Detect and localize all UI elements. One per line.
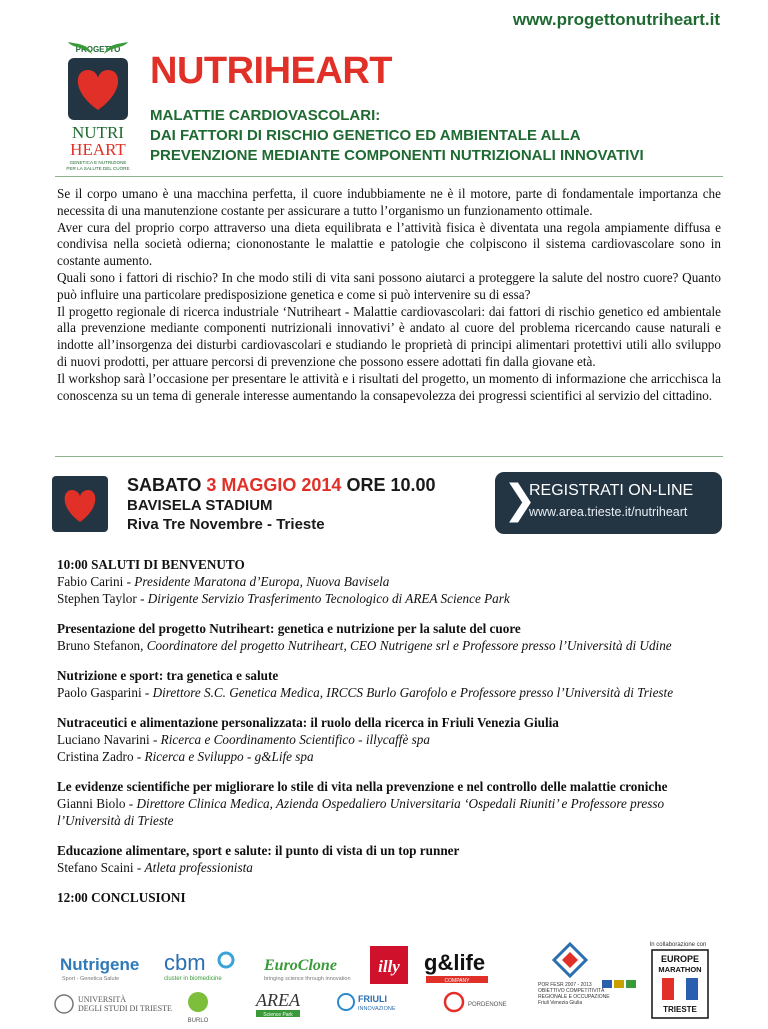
session-title: Le evidenze scientifiche per migliorare lo stile di vita nella prevenzione e nel controllo delle malattie croniche (57, 779, 668, 794)
speaker-name: Luciano Navarini - (57, 732, 161, 747)
svg-text:TRIESTE: TRIESTE (663, 1005, 697, 1014)
program-session (57, 620, 727, 654)
event-address: Riva Tre Novembre - Trieste (127, 516, 325, 533)
svg-text:PORDENONE: PORDENONE (468, 1002, 507, 1008)
program (57, 556, 727, 906)
svg-text:OBIETTIVO COMPETITIVITÀ: OBIETTIVO COMPETITIVITÀ (538, 988, 605, 994)
svg-text:AREA: AREA (256, 990, 300, 1010)
logo-tagline-line1: GENETICA E NUTRIZIONE (69, 160, 127, 165)
speaker-name: Bruno Stefanon, (57, 638, 147, 653)
program-closing: 12:00 CONCLUSIONI (57, 890, 186, 905)
svg-text:UNIVERSITÀ: UNIVERSITÀ (78, 995, 126, 1004)
subtitle-line: PREVENZIONE MEDIANTE COMPONENTI NUTRIZIONALI INNOVATIVI (150, 147, 644, 164)
speaker (57, 590, 727, 607)
event-datetime (127, 474, 436, 496)
event-info (127, 474, 436, 534)
program-session (57, 714, 727, 765)
speaker (57, 731, 727, 748)
illy-logo (370, 946, 408, 984)
speaker (57, 684, 727, 701)
speaker-name: Paolo Gasparini - (57, 685, 153, 700)
program-opening (57, 556, 727, 607)
sponsor-logos (50, 940, 730, 1024)
register-url[interactable]: www.area.trieste.it/nutriheart (529, 505, 688, 519)
speaker (57, 573, 727, 590)
svg-text:BURLO: BURLO (187, 1018, 209, 1024)
speaker-name: Stefano Scaini - (57, 860, 145, 875)
chevron-right-icon: ❯ (503, 477, 537, 523)
session-title: Educazione alimentare, sport e salute: il punto di vista di un top runner (57, 843, 460, 858)
svg-text:bringing science through innov: bringing science through innovation (264, 976, 351, 982)
glife-logo (424, 950, 488, 984)
svg-text:cluster in biomedicine: cluster in biomedicine (164, 976, 222, 982)
speaker-name: Gianni Biolo - (57, 796, 137, 811)
program-session (57, 842, 727, 876)
svg-text:FRIULI: FRIULI (358, 994, 387, 1004)
cbm-circle-icon (219, 953, 233, 967)
svg-text:illy: illy (378, 957, 400, 976)
sponsor-strip (50, 940, 730, 1024)
event-date: 3 MAGGIO 2014 (206, 475, 342, 495)
event-venue: BAVISELA STADIUM (127, 497, 273, 514)
svg-text:MARATHON: MARATHON (658, 965, 702, 974)
speaker-role: Atleta professionista (144, 860, 253, 875)
svg-text:REGIONALE E OCCUPAZIONE: REGIONALE E OCCUPAZIONE (538, 994, 610, 1000)
svg-text:EuroClone: EuroClone (264, 957, 337, 974)
intro-paragraph: Il workshop sarà l’occasione per presentare le attività e i risultati del progetto, un momento di informazione che arricchisca la conoscenza su un tema di generale interesse aumentando la consapevolezza dei progressi scientifici al servizio del cittadino. (57, 370, 721, 403)
session-title: Presentazione del progetto Nutriheart: genetica e nutrizione per la salute del cuore (57, 621, 521, 636)
svg-text:EUROPE: EUROPE (660, 954, 700, 964)
session-title: Nutraceutici e alimentazione personalizzata: il ruolo della ricerca in Friuli Venezia Giulia (57, 715, 559, 730)
nutriheart-logo (52, 40, 144, 180)
speaker-role: Ricerca e Sviluppo - g&Life spa (144, 749, 314, 764)
burlo-logo (188, 992, 209, 1024)
speaker-name: Fabio Carini - (57, 574, 135, 589)
svg-text:Sport - Genetica Salute: Sport - Genetica Salute (62, 976, 120, 982)
subtitle-line: MALATTIE CARDIOVASCOLARI: (150, 107, 381, 124)
intro-paragraph: Aver cura del proprio corpo attraverso una dieta equilibrata e l’attività fisica è diventata una regola ampiamente diffusa e condivisa nella società odierna; ciononostante le malattie e patologie che colpiscono il sistema cardiovascolare sono in costante aumento. (57, 219, 721, 269)
heart-icon (52, 476, 108, 532)
session-title: Nutrizione e sport: tra genetica e salute (57, 668, 279, 683)
speaker (57, 637, 727, 654)
area-science-park-logo (255, 990, 301, 1018)
program-session (57, 667, 727, 701)
speaker-role: Dirigente Servizio Trasferimento Tecnologico di AREA Science Park (147, 591, 510, 606)
speaker-role: Presidente Maratona d’Europa, Nuova Bavisela (134, 574, 390, 589)
university-trieste-logo (55, 994, 172, 1013)
register-online-button[interactable] (495, 472, 722, 534)
intro-paragraph: Il progetto regionale di ricerca industriale ‘Nutriheart - Malattie cardiovascolari: dai fattori di rischio genetico ed ambientale alla prevenzione mediante componenti nutrizionali innovativi’ è andato al cuore del problema ricercando cause naturali e indotte all’insorgenza dei disturbi cardiovascolari e studiando le proprietà di principi alimentari protettivi utili allo sviluppo di nuovi prodotti, per attuare percorsi di prevenzione che possono essere adottati fin dalla giovane età. (57, 303, 721, 369)
logo-top-text: PROGETTO (75, 45, 121, 54)
europe-marathon-logo (650, 942, 708, 1018)
event-time: ORE 10.00 (346, 475, 436, 495)
event-heart-badge (52, 476, 108, 532)
intro-paragraph: Se il corpo umano è una macchina perfetta, il cuore indubbiamente ne è il motore, parte di fondamentale importanza che necessita di una manutenzione costante per assicurare a tutto l’organismo un funzionamento ottimale. (57, 186, 721, 218)
logo-name-line2: HEART (70, 140, 126, 159)
por-fesr-logo (538, 944, 636, 1006)
speaker (57, 859, 727, 876)
speaker-name: Stephen Taylor - (57, 591, 148, 606)
svg-text:COMPANY: COMPANY (444, 978, 470, 984)
svg-text:Friuli Venezia Giulia: Friuli Venezia Giulia (538, 1000, 583, 1006)
svg-text:cbm: cbm (164, 950, 206, 975)
intro-paragraph: Quali sono i fattori di rischio? In che modo stili di vita sani possono aiutarci a proteggere la salute del nostro cuore? Quanto può influire una particolare predisposizione genetica e come si può intervenire su di essa? (57, 269, 721, 302)
speaker (57, 748, 727, 765)
divider (55, 456, 723, 457)
svg-text:g&life: g&life (424, 950, 486, 975)
friuli-innovazione-logo (338, 994, 396, 1012)
speaker-role: Direttore S.C. Genetica Medica, IRCCS Burlo Garofolo e Professore presso l’Università di Trieste (152, 685, 674, 700)
program-session (57, 778, 727, 829)
logo-tagline-line2: PER LA SALUTE DEL CUORE (66, 166, 130, 171)
speaker-name: Cristina Zadro - (57, 749, 145, 764)
intro-text (57, 186, 721, 404)
svg-text:POR FESR 2007 - 2013: POR FESR 2007 - 2013 (538, 982, 592, 988)
euroclone-logo (263, 957, 351, 982)
pordenone-logo (445, 993, 507, 1011)
program-time-heading: 10:00 SALUTI DI BENVENUTO (57, 557, 245, 572)
cbm-logo (164, 950, 233, 982)
svg-text:In collaborazione con: In collaborazione con (649, 942, 707, 948)
speaker-role: Coordinatore del progetto Nutriheart, CEO Nutrigene srl e Professore presso l’Università di Udine (146, 638, 672, 653)
page-subtitle (150, 106, 644, 166)
svg-text:INNOVAZIONE: INNOVAZIONE (358, 1006, 396, 1012)
speaker-role: Direttore Clinica Medica, Azienda Ospedaliero Universitaria ‘Ospedali Riuniti’ e Professore presso l’Università di Trieste (57, 796, 665, 828)
logo-name-line1: NUTRI (72, 123, 124, 142)
svg-text:Science Park: Science Park (263, 1012, 293, 1018)
divider (55, 176, 723, 177)
speaker-role: Ricerca e Coordinamento Scientifico - illycaffè spa (160, 732, 430, 747)
site-url[interactable]: www.progettonutriheart.it (512, 10, 720, 29)
subtitle-line: DAI FATTORI DI RISCHIO GENETICO ED AMBIENTALE ALLA (150, 127, 581, 144)
speaker (57, 795, 727, 829)
svg-text:DEGLI STUDI DI TRIESTE: DEGLI STUDI DI TRIESTE (78, 1004, 172, 1013)
nutrigene-logo (60, 955, 139, 982)
event-day: SABATO (127, 475, 202, 495)
page-title: NUTRIHEART (150, 50, 392, 92)
register-label: REGISTRATI ON-LINE (529, 482, 694, 499)
svg-text:Nutrigene: Nutrigene (60, 955, 140, 974)
